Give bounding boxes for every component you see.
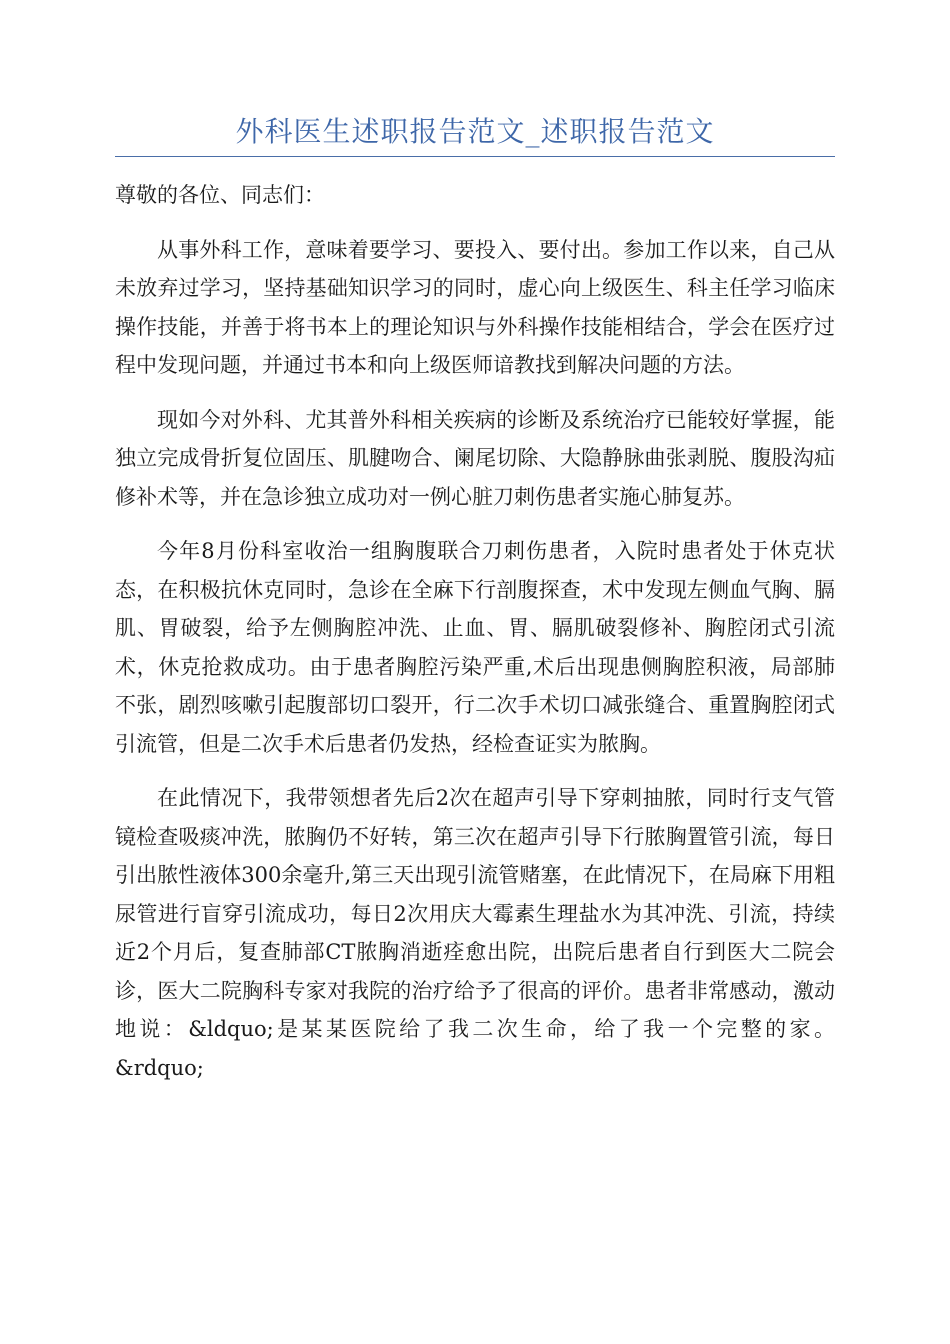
title-block [115, 112, 835, 157]
paragraph-1: 从事外科工作，意味着要学习、要投入、要付出。参加工作以来，自己从未放弃过学习，坚持基础知识学习的同时，虚心向上级医生、科主任学习临床操作技能，并善于将书本上的理论知识与外科操作技能相结合，学会在医疗过程中发现问题，并通过书本和向上级医师谙教找到解决问题的方法。 [115, 237, 835, 377]
paragraph-3: 今年8月份科室收治一组胸腹联合刀刺伤患者，入院时患者处于休克状态，在积极抗休克同时，急诊在全麻下行剖腹探查，术中发现左侧血气胸、膈肌、胃破裂，给予左侧胸腔冲洗、止血、胃、膈肌破裂修补、胸腔闭式引流术，休克抢救成功。由于患者胸腔污染严重,术后出现患侧胸腔积液，局部肺不张，剧烈咳嗽引起腹部切口裂开，行二次手术切口减张缝合、重置胸腔闭式引流管，但是二次手术后患者仍发热，经检查证实为脓胸。 [115, 539, 835, 756]
document-title: 外科医生述职报告范文_述职报告范文 [235, 115, 715, 148]
salutation: 尊敬的各位、同志们： [115, 183, 325, 207]
document-body [115, 176, 835, 1103]
paragraph-2: 现如今对外科、尤其普外科相关疾病的诊断及系统治疗已能较好掌握，能独立完成骨折复位固压、肌腱吻合、阑尾切除、大隐静脉曲张剥脱、腹股沟疝修补术等，并在急诊独立成功对一例心脏刀刺伤患者实施心肺复苏。 [115, 407, 835, 509]
paragraph-4: 在此情况下，我带领想者先后2次在超声引导下穿刺抽脓，同时行支气管镜检查吸痰冲洗，脓胸仍不好转，第三次在超声引导下行脓胸置管引流，每日引出脓性液体300余毫升,第三天出现引流管赌塞，在此情况下，在局麻下用粗尿管进行盲穿引流成功，每日2次用庆大霉素生理盐水为其冲洗、引流，持续近2个月后，复查肺部CT脓胸消逝痊愈出院，出院后患者自行到医大二院会诊，医大二院胸科专家对我院的治疗给予了很高的评价。患者非常感动，激动地说：&ldquo;是某某医院给了我二次生命，给了我一个完整的家。&rdquo; [115, 786, 835, 1080]
